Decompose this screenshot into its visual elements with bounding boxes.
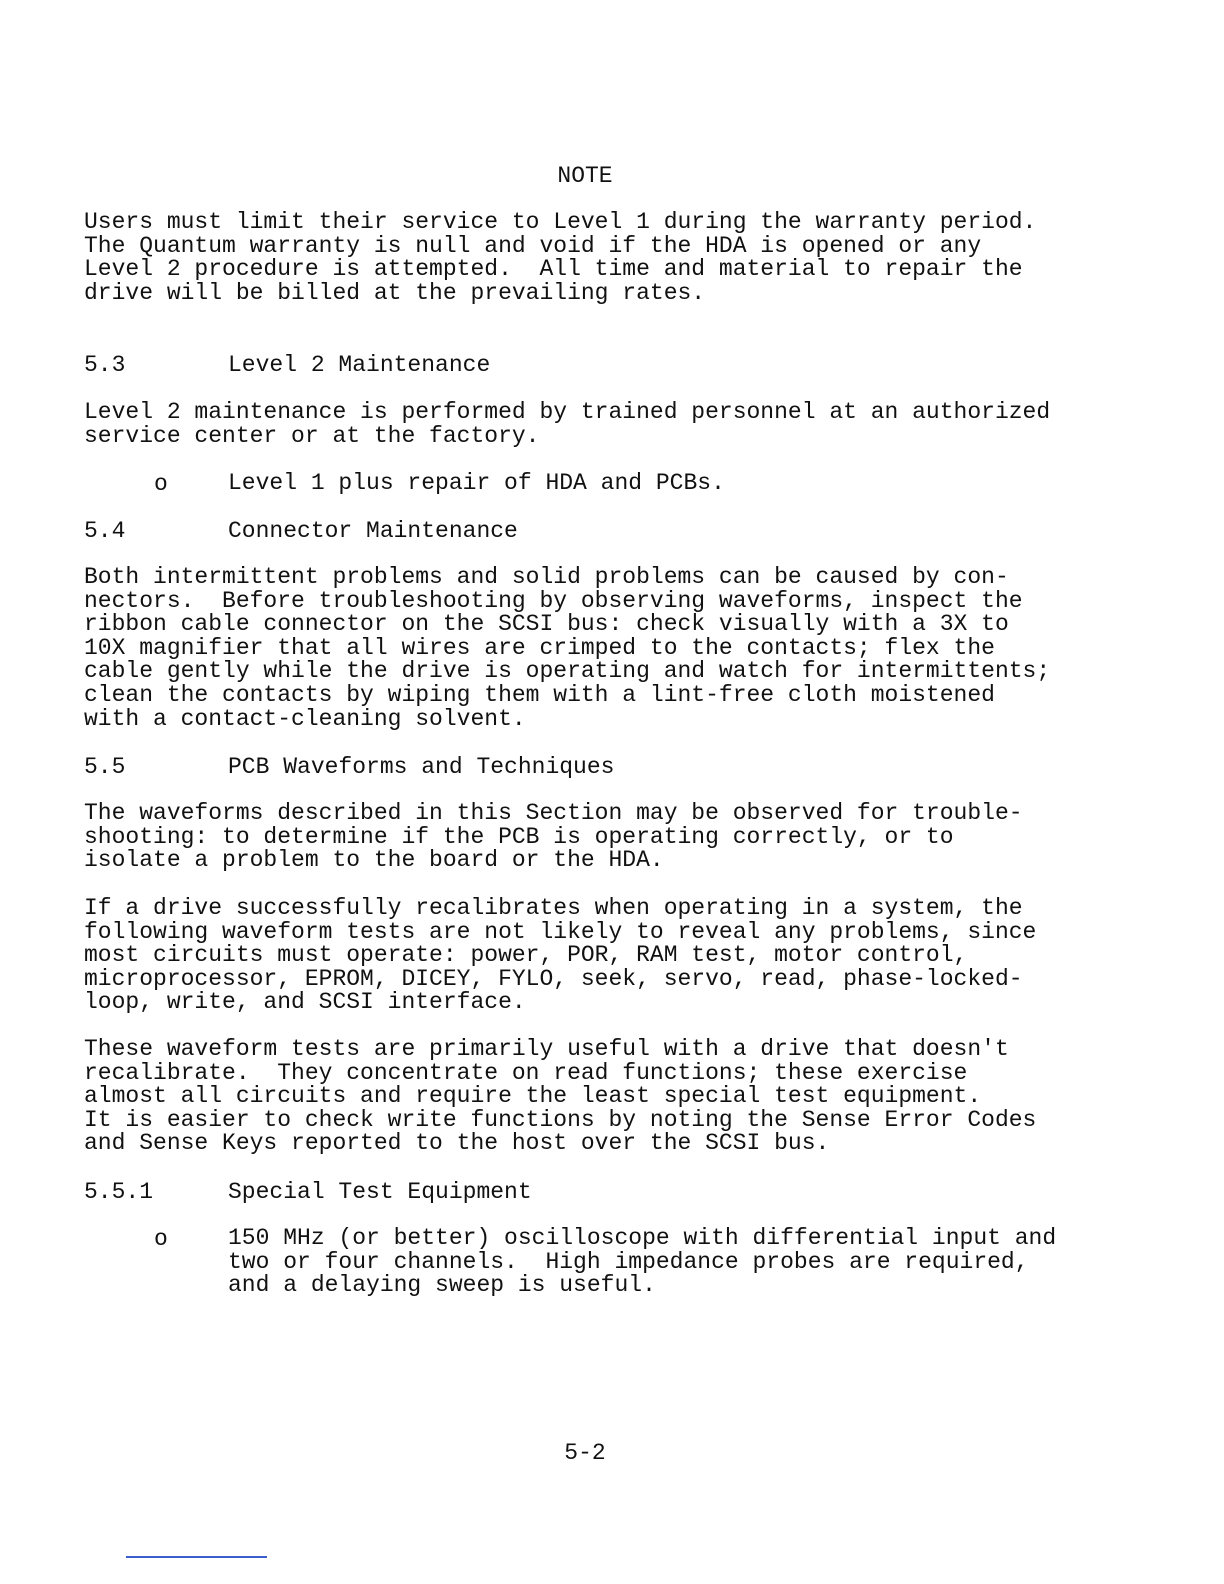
note-title: NOTE xyxy=(557,163,613,189)
section-5-3-bullet-mark: o xyxy=(154,471,168,497)
section-5-5-number: 5.5 xyxy=(84,754,126,780)
section-5-3-paragraph: Level 2 maintenance is performed by trained personnel at an authorized service center or at the factory. xyxy=(84,399,1051,449)
section-5-4-paragraph: Both intermittent problems and solid problems can be caused by con- nectors. Before troubleshooting by observing waveforms, inspect the ribbon cable connector on the SCSI bus: check visually with a 3X to 10X magnifier that all wires are crimped to the contacts; flex the cable gently while the drive is operating and watch for intermittents; clean the contacts by wiping them with a lint-free cloth moistened with a contact-cleaning solvent. xyxy=(84,564,1051,732)
section-5-3-bullet-text: Level 1 plus repair of HDA and PCBs. xyxy=(228,470,725,496)
section-5-5-1-bullet-text: 150 MHz (or better) oscilloscope with differential input and two or four channels. High impedance probes are required, and a delaying sweep is useful. xyxy=(228,1225,1057,1299)
footer-rule xyxy=(126,1556,267,1558)
section-5-5-1-title: Special Test Equipment xyxy=(228,1179,532,1205)
section-5-5-1-number: 5.5.1 xyxy=(84,1179,154,1205)
section-5-3-number: 5.3 xyxy=(84,352,126,378)
page-number: 5-2 xyxy=(564,1440,606,1466)
section-5-4-title: Connector Maintenance xyxy=(228,518,518,544)
section-5-4-number: 5.4 xyxy=(84,518,126,544)
section-5-5-1-bullet-mark: o xyxy=(154,1226,168,1252)
section-5-5-title: PCB Waveforms and Techniques xyxy=(228,754,615,780)
section-5-5-paragraph-3: These waveform tests are primarily useful with a drive that doesn't recalibrate. They concentrate on read functions; these exercise almost all circuits and require the least special test equipment. It is easier to check write functions by noting the Sense Error Codes and Sense Keys reported to the host over the SCSI bus. xyxy=(84,1036,1037,1157)
section-5-5-paragraph-2: If a drive successfully recalibrates when operating in a system, the following waveform tests are not likely to reveal any problems, since most circuits must operate: power, POR, RAM test, motor control, microprocessor, EPROM, DICEY, FYLO, seek, servo, read, phase-locked- loop, write, and SCSI interface. xyxy=(84,895,1037,1016)
section-5-3-title: Level 2 Maintenance xyxy=(228,352,491,378)
note-paragraph: Users must limit their service to Level 1 during the warranty period. The Quantum warranty is null and void if the HDA is opened or any Level 2 procedure is attempted. All time and material to repair the drive will be billed at the prevailing rates. xyxy=(84,209,1037,306)
section-5-5-paragraph-1: The waveforms described in this Section may be observed for trouble- shooting: to determine if the PCB is operating correctly, or to isolate a problem to the board or the HDA. xyxy=(84,800,1023,874)
